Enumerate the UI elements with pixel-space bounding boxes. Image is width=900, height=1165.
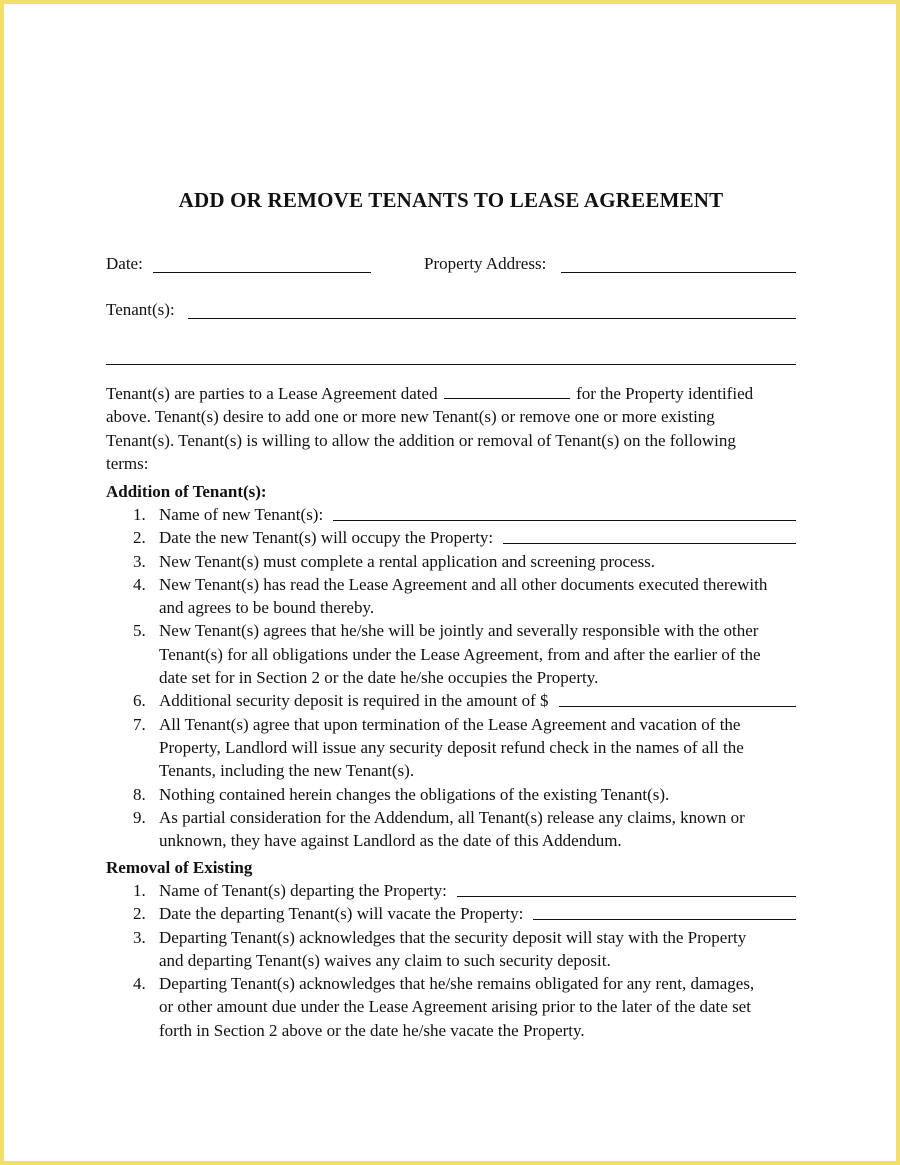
- list-item-text: New Tenant(s) has read the Lease Agreement and all other documents executed therewith: [159, 574, 768, 594]
- list-item-line: [159, 806, 796, 829]
- list-number: 4.: [133, 974, 146, 994]
- list-item-text: or other amount due under the Lease Agreement arising prior to the later of the date set: [159, 997, 751, 1017]
- list-item-text: New Tenant(s) must complete a rental application and screening process.: [159, 551, 656, 571]
- list-number: 8.: [133, 784, 146, 804]
- list-number: 1.: [133, 881, 146, 900]
- list-item: [106, 550, 796, 573]
- tenants-label: Tenant(s):: [106, 300, 175, 319]
- list-item: [106, 806, 796, 853]
- list-item-text: All Tenant(s) agree that upon termination of the Lease Agreement and vacation of the: [159, 714, 741, 734]
- list-item-line: [159, 879, 796, 902]
- list-item: [106, 926, 796, 973]
- list-item-text: New Tenant(s) agrees that he/she will be jointly and severally responsible with the other: [159, 621, 759, 641]
- list-number: 1.: [133, 505, 146, 524]
- list-number: 3.: [133, 927, 146, 947]
- list-number: 3.: [133, 551, 146, 571]
- list-item-line: [159, 526, 796, 549]
- addition-list: [106, 503, 796, 852]
- list-item-text: Departing Tenant(s) acknowledges that the security deposit will stay with the Property: [159, 927, 747, 947]
- list-item-text: Tenant(s) for all obligations under the Lease Agreement, from and after the earlier of the: [159, 644, 761, 664]
- lease-date-blank[interactable]: [444, 385, 570, 399]
- list-item-text: Departing Tenant(s) acknowledges that he/she remains obligated for any rent, damages,: [159, 974, 755, 994]
- list-item-line: [159, 995, 796, 1018]
- intro-line-3: Tenant(s). Tenant(s) is willing to allow the addition or removal of Tenant(s) on the following: [106, 430, 736, 450]
- list-item-line: [159, 713, 796, 736]
- list-item-line: [159, 1019, 796, 1042]
- tenants-blank-2[interactable]: [106, 364, 796, 365]
- list-item: [106, 503, 796, 526]
- intro-line-1: Tenant(s) are parties to a Lease Agreement dated for the Property identified: [106, 384, 754, 403]
- fill-in-blank[interactable]: [533, 902, 796, 920]
- tenants-blank[interactable]: [188, 318, 796, 319]
- list-item: [106, 972, 796, 1042]
- property-address-label: Property Address:: [424, 254, 547, 273]
- property-address-blank[interactable]: [561, 272, 796, 273]
- list-item-text: and departing Tenant(s) waives any claim to such security deposit.: [159, 950, 611, 970]
- list-item: [106, 689, 796, 712]
- list-number: 4.: [133, 574, 146, 594]
- list-item-text: Property, Landlord will issue any security deposit refund check in the names of all the: [159, 737, 744, 757]
- list-item-text: and agrees to be bound thereby.: [159, 598, 375, 618]
- date-label: Date:: [106, 254, 143, 273]
- list-number: 5.: [133, 621, 146, 641]
- list-item-text: date set for in Section 2 or the date he/she occupies the Property.: [159, 668, 599, 688]
- list-item-line: [159, 666, 796, 689]
- list-number: 6.: [133, 691, 146, 711]
- list-item-line: [159, 573, 796, 596]
- list-item-text: Name of Tenant(s) departing the Property:: [159, 881, 447, 900]
- list-number: 7.: [133, 714, 146, 734]
- list-item-line: [159, 926, 796, 949]
- list-item-line: [159, 596, 796, 619]
- list-item: [106, 879, 796, 902]
- list-item-line: [159, 689, 796, 712]
- list-item: [106, 713, 796, 783]
- list-item: [106, 783, 796, 806]
- list-number: 2.: [133, 904, 146, 924]
- document-title: ADD OR REMOVE TENANTS TO LEASE AGREEMENT: [178, 188, 724, 212]
- list-item-line: [159, 783, 796, 806]
- fill-in-blank[interactable]: [333, 503, 796, 521]
- tenants-row-2: [106, 344, 796, 370]
- list-item-line: [159, 949, 796, 972]
- list-item-text: Date the new Tenant(s) will occupy the Property:: [159, 528, 494, 548]
- fill-in-blank[interactable]: [457, 879, 796, 897]
- date-address-row: [106, 252, 796, 278]
- intro-line-2: above. Tenant(s) desire to add one or more new Tenant(s) or remove one or more existing: [106, 407, 715, 427]
- list-item-line: [159, 503, 796, 526]
- list-item-line: [159, 550, 796, 573]
- list-number: 9.: [133, 807, 146, 827]
- list-item-line: [159, 736, 796, 759]
- list-item-text: Date the departing Tenant(s) will vacate the Property:: [159, 904, 524, 924]
- list-item-text: forth in Section 2 above or the date he/she vacate the Property.: [159, 1020, 585, 1040]
- list-item-text: As partial consideration for the Addendum, all Tenant(s) release any claims, known or: [159, 807, 745, 827]
- list-item-line: [159, 972, 796, 995]
- list-item-line: [159, 902, 796, 925]
- intro-paragraph: [106, 382, 796, 475]
- list-item-text: Additional security deposit is required in the amount of $: [159, 691, 549, 711]
- list-item-line: [159, 829, 796, 852]
- list-item-text: unknown, they have against Landlord as the date of this Addendum.: [159, 831, 622, 851]
- addition-heading: Addition of Tenant(s):: [106, 482, 267, 501]
- list-item: [106, 619, 796, 689]
- removal-heading: Removal of Existing: [106, 858, 253, 877]
- list-number: 2.: [133, 528, 146, 548]
- list-item: [106, 902, 796, 925]
- list-item-text: Tenants, including the new Tenant(s).: [159, 761, 415, 781]
- list-item-text: Name of new Tenant(s):: [159, 505, 324, 524]
- list-item: [106, 573, 796, 620]
- removal-list: [106, 879, 796, 1042]
- list-item: [106, 526, 796, 549]
- date-blank[interactable]: [153, 272, 371, 273]
- intro-line-4: terms:: [106, 453, 149, 473]
- list-item-text: Nothing contained herein changes the obligations of the existing Tenant(s).: [159, 784, 670, 804]
- list-item-line: [159, 643, 796, 666]
- tenants-row: [106, 298, 796, 324]
- fill-in-blank[interactable]: [503, 526, 796, 544]
- list-item-line: [159, 619, 796, 642]
- fill-in-blank[interactable]: [559, 689, 796, 707]
- list-item-line: [159, 759, 796, 782]
